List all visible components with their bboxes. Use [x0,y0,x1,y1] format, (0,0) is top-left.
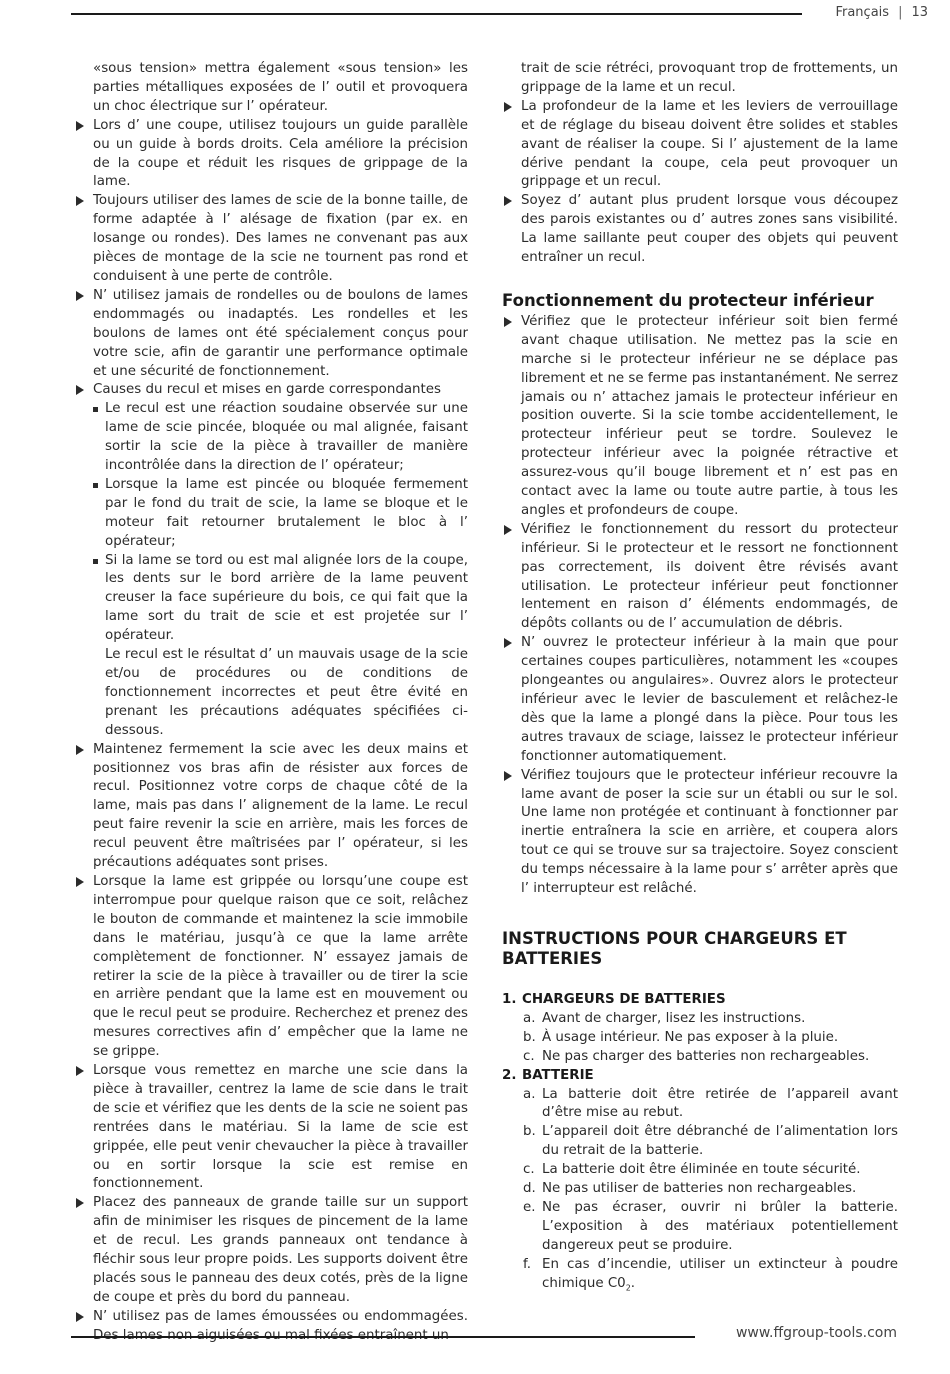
bullet-text: N’ ouvrez le protecteur inférieur à la main que pour certaines coupes particulières, notamment les «coupes plongeantes ou angulaires». Ouvrez alors le protecteur inférieur avec le levier de basculement et relâchez-le dès que la lame a plongé dans la pièce. Pour tous les autres travaux de sciage, laissez le protecteur inférieur fonctionner automatiquement. [521,635,898,764]
page-number: 13 [911,5,928,20]
intro-paragraph: «sous tension» mettra également «sous tension» les parties métalliques exposées de l’ outil et provoquera un choc électrique sur l’ opérateur. [93,61,468,114]
item-text: Ne pas charger des batteries non rechargeables. [542,1048,870,1064]
bullet-item [74,192,468,287]
lettered-item [502,1256,898,1298]
numbered-section-title [502,991,898,1010]
sub-bullet-item [74,476,468,552]
triangle-bullet-icon [76,1198,84,1208]
bullet-text: N’ utilisez pas de lames émoussées ou endommagées. [93,1308,468,1324]
bullet-item [74,1062,468,1194]
page-header [835,5,928,20]
header-separator: | [898,5,903,20]
bullet-text: Vérifiez le fonctionnement du ressort du protecteur inférieur. Si le protecteur et le ressort ne fonctionnent pas correctement, ils doivent être révisés avant utilisation. Le protecteur inférieur peut fonctionner lentement en raison d’ éléments endommagés, de dépôts collants ou de l’ accumulation de débris. [521,521,898,632]
item-letter: c. [523,1162,535,1178]
triangle-bullet-icon [504,771,512,781]
item-text: Ne pas utiliser de batteries non rechargeables. [542,1181,857,1197]
bullet-text: N’ utilisez jamais de rondelles ou de boulons de lames endommagés ou inadaptés. Les rondelles et les boulons de lames ont été spécialement conçus pour votre scie, afin de garantir une performance optimale et une sécurité de fonctionnement. [93,287,468,379]
bullet-item [502,192,898,268]
bullet-text: La profondeur de la lame et les leviers de verrouillage et de réglage du biseau doivent être solides et stables avant de réaliser la coupe. Si l’ ajustement de la lame dérive pendant la coupe, cela peut provoquer un grippage et un recul. [521,98,898,190]
lettered-item [502,1123,898,1161]
bullet-text: Toujours utiliser des lames de scie de la bonne taille, de forme adaptée à l’ alésage de fixation (par ex. en losange ou rondes). Des lames ne convenant pas aux pièces de montage de la scie ne tournent pas rond et conduisent à une perte de contrôle. [93,193,469,284]
triangle-bullet-icon [504,638,512,648]
item-text: Ne pas écraser, ouvrir ni brûler la batterie. L’exposition à des matériaux potentiellement dangereux peut se produire. [542,1199,898,1253]
sub-bullet-item [74,552,468,647]
triangle-bullet-icon [76,745,84,755]
sub-bullet-item [74,400,468,476]
bullet-item [74,1194,468,1307]
section-number: 2. [502,1067,517,1083]
item-letter: b. [523,1029,536,1045]
triangle-bullet-icon [504,525,512,535]
lettered-item [502,1180,898,1199]
bullet-text: Placez des panneaux de grande taille sur un support afin de minimiser les risques de pincement de la lame et de recul. Les grands panneaux ont tendance à fléchir sous leur propre poids. Les supports doivent être placés sous le panneau des deux cotés, près de la ligne de coupe et près du bord du panneau. [93,1195,468,1305]
language-label: Français [835,5,890,20]
item-letter: e. [523,1199,536,1215]
subscript-two: 2 [625,1283,631,1293]
left-column [74,60,468,1346]
bullet-text: Vérifiez que le protecteur inférieur soit bien fermé avant chaque utilisation. Ne mettez pas la scie en marche si le protecteur inférieur ne se déplace pas librement et ne se ferme pas instantanément. Ne serrez jamais ou n’ attachez jamais le protecteur inférieur en position ouverte. Si la scie tombe accidentellement, le protecteur inférieur peut se tordre. Soulevez le protecteur inférieur avec la poignée rétractive et assurez-vous qu’il bouge librement et n’ est pas en contact avec la lame ou toute autre partie, à tous les angles et profondeurs de coupe. [521,313,898,518]
right-column [502,60,898,1298]
lettered-item [502,1029,898,1048]
numbered-section-title [502,1067,898,1086]
triangle-bullet-icon [76,1312,84,1322]
square-bullet-icon [93,483,98,488]
sub-bullet-text: Si la lame se tord ou est mal alignée lors de la coupe, les dents sur le bord arrière de la lame peuvent creuser la face supérieure du bois, ce qui fait que la lame sort du trait de scie et est projetée sur l’ opérateur. [105,552,468,644]
item-text: À usage intérieur. Ne pas exposer à la pluie. [542,1029,839,1045]
footer-rule [71,1336,695,1338]
item-letter: c. [523,1048,535,1064]
lettered-item [502,1010,898,1029]
header-rule [71,13,802,15]
triangle-bullet-icon [76,121,84,131]
bullet-text: Lors d’ une coupe, utilisez toujours un guide parallèle ou un guide à bords droits. Cela améliore la précision de la coupe et réduit les risques de grippage de la lame. [93,117,468,190]
item-letter: b. [523,1124,536,1140]
square-bullet-icon [93,407,98,412]
lettered-item [502,1161,898,1180]
triangle-bullet-icon [504,317,512,327]
section-heading-chargers: INSTRUCTIONS POUR CHARGEURS ET BATTERIES [502,928,847,968]
bullet-item [502,767,898,899]
bullet-item [74,381,468,400]
bullet-item [502,634,898,766]
footer-website: www.ffgroup-tools.com [735,1325,897,1341]
triangle-bullet-icon [504,196,512,206]
sub-bullet-text: Lorsque la lame est pincée ou bloquée fermement par le fond du trait de scie, la lame se bloque et le moteur fait retourner brutalement le bloc à l’ opérateur; [105,476,468,549]
item-text: La batterie doit être éliminée en toute sécurité. [542,1162,861,1178]
bullet-text: Lorsque la lame est grippée ou lorsqu’une coupe est interrompue pour quelque raison que ce soit, relâchez le bouton de commande et maintenez la scie immobile dans le matériau, jusqu’à ce que la lame arrête complètement de fonctionner. N’ essayez jamais de retirer la scie de la pièce à travailler ou de tirer la scie en arrière pendant que la lame est en mouvement ou que le recul peut se produire. Recherchez et prenez des mesures correctives afin d’ empêcher que la lame ne se grippe. [93,873,468,1060]
bullet-item [502,98,898,193]
item-letter: a. [523,1010,536,1026]
triangle-bullet-icon [76,291,84,301]
triangle-bullet-icon [76,196,84,206]
bullet-item [74,117,468,193]
lettered-item [502,1048,898,1067]
section-number: 1. [502,991,517,1007]
bullet-text: Vérifiez toujours que le protecteur inférieur recouvre la lame avant de poser la scie sur un établi ou sur le sol. Une lame non protégée et continuant à fonctionner par inertie entraînera la scie en arrière, et coupera alors tout ce qui se trouve sur sa trajectoire. Soyez conscient du temps nécessaire à la lame pour s’ arrêter après que l’ interrupteur est relâché. [521,767,898,897]
item-letter: d. [523,1181,536,1197]
item-letter: f. [523,1256,531,1272]
kickback-note: Le recul est le résultat d’ un mauvais usage de la scie et/ou de procédures ou de conditions de fonctionnement incorrectes et peut être évité en prenant les précautions adéquates spécifiées ci-dessous. [105,647,468,738]
square-bullet-icon [93,559,98,564]
item-text: La batterie doit être retirée de l’appareil avant d’être mise au rebut. [542,1086,898,1121]
item-letter: a. [523,1086,536,1102]
bullet-text: Causes du recul et mises en garde correspondantes [93,382,442,398]
bullet-item [502,521,898,634]
triangle-bullet-icon [76,1066,84,1076]
bullet-item [74,741,468,873]
section-heading-lower-guard: Fonctionnement du protecteur inférieur [502,290,874,310]
sub-bullet-text: Le recul est une réaction soudaine observée sur une lame de scie pincée, bloquée ou mal alignée, faisant sortir la scie de la pièce à travailler de manière incontrôlée dans la direction de l’ opérateur; [105,401,468,474]
bullet-item [74,1308,468,1346]
continuation-paragraph: trait de scie rétréci, provoquant trop de frottements, un grippage de la lame et un recul. [521,61,898,95]
bullet-text: Lorsque vous remettez en marche une scie dans la pièce à travailler, centrez la lame de scie dans le trait de scie et vérifiez que les dents de la scie ne soient pas rentrées dans le matériau. Si la lame de scie est grippée, elle peut venir chevaucher la pièce à travailler ou en sortir lorsque la scie est remise en fonctionnement. [93,1063,468,1192]
triangle-bullet-icon [504,102,512,112]
triangle-bullet-icon [76,385,84,395]
lettered-item [502,1086,898,1124]
bullet-item [74,287,468,382]
bullet-item [74,873,468,1062]
bullet-text: Soyez d’ autant plus prudent lorsque vous découpez des parois existantes ou d’ autres zones sans visibilité. La lame saillante peut couper des objets qui peuvent entraîner un recul. [521,193,898,266]
bullet-text: Maintenez fermement la scie avec les deux mains et positionnez vos bras afin de résister aux forces de recul. Positionnez votre corps de chaque côté de la lame, mais pas dans l’ alignement de la lame. Le recul peut faire revenir la scie en arrière, mais les forces de recul peuvent être maîtrisées par l’ opérateur, si les précautions adéquates sont prises. [93,741,468,871]
item-text: L’appareil doit être débranché de l’alimentation lors du retrait de la batterie. [542,1124,898,1159]
triangle-bullet-icon [76,877,84,887]
item-text: En cas d’incendie, utiliser un extincteur à poudre chimique C0 [542,1256,898,1291]
item-end-punctuation: . [630,1275,636,1291]
lettered-item [502,1199,898,1256]
item-text: Avant de charger, lisez les instructions. [542,1010,806,1026]
section-title: CHARGEURS DE BATTERIES [522,991,726,1007]
section-title: BATTERIE [522,1067,594,1083]
bullet-item [502,313,898,521]
